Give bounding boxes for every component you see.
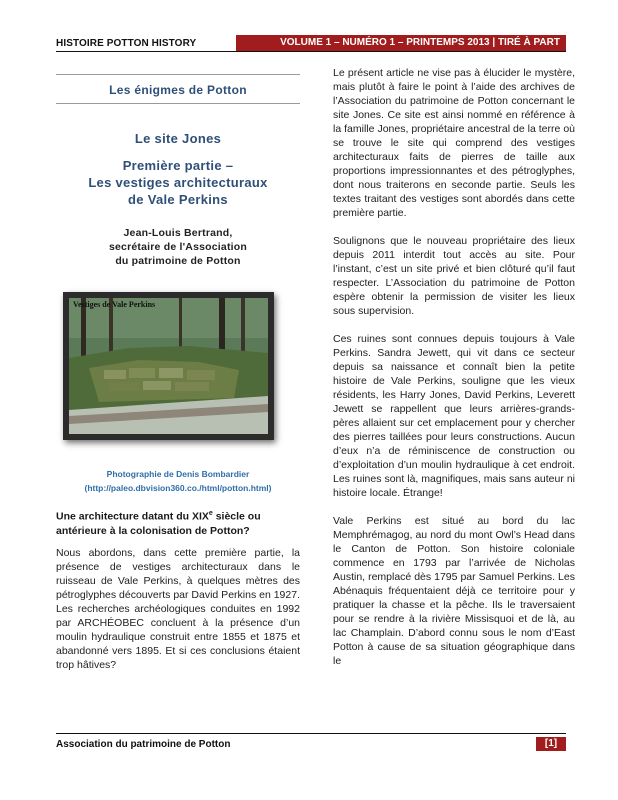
right-paragraph-4: Vale Perkins est situé au bord du lac Memphrémagog, au nord du mont Owl’s Head dans le Canton de Potton. Son histoire coloniale commence en 1793 par l’arrivée de Nicholas Austin, remplacé dès 1795 par Samuel Perkins. Les Abénaquis fréquentaient déjà ce territoire pour y pratiquer la chasse et la pêche. Ils le traversaient pour se rendre à la rivière Missisquoi et de là, au lac Champlain. D’abord connu sous le nom d’East Potton à cause de sa situation géographique dans le bbox=[333, 515, 575, 667]
article-heading-column bbox=[56, 74, 300, 268]
right-paragraph-2: Soulignons que le nouveau propriétaire des lieux depuis 2011 interdit tout accès au site. Pour l’instant, c’est un site privé et bien clôturé qu’il faut respecter. L’Association du patrimoine de Potton espère obtenir la permission de visiter les lieux sous supervision. bbox=[333, 235, 575, 317]
running-header-title: HISTOIRE POTTON HISTORY bbox=[56, 38, 197, 49]
author-block bbox=[56, 226, 300, 268]
right-paragraph-3: Ces ruines sont connues depuis toujours à Vale Perkins. Sandra Jewett, qui vit dans ce secteur depuis sa naissance et connaît bien la petite histoire de Vale Perkins, souligne que les vieux résidents, les Harry Jones, David Perkins, Leverett Jewett se rappellent que leurs arrières-grands-pères allaient sur cet emplacement pour y chercher des pierres taillées pour leurs constructions. Aucun d’eux n’a de réminiscence de construction ou d’exploitation d’un moulin hydraulique à cet endroit. Les ruines sont là, magnifiques, mais sans auteur ni histoire locale. Étrange! bbox=[333, 333, 575, 499]
subheading bbox=[56, 507, 300, 538]
title-line-3: Les vestiges architecturaux bbox=[88, 175, 268, 190]
photo-caption bbox=[56, 467, 300, 495]
ruins-photo-illustration bbox=[69, 298, 268, 434]
author-line-1: Jean-Louis Bertrand, bbox=[123, 227, 233, 239]
ruins-photo bbox=[69, 298, 268, 434]
photo-url: (http://paleo.dbvision360.co./html/potton.html) bbox=[84, 483, 272, 493]
title-line-1: Le site Jones bbox=[134, 131, 222, 146]
title-line-4: de Vale Perkins bbox=[128, 192, 228, 207]
photo-inset-label: Vestiges de Vale Perkins bbox=[73, 300, 156, 309]
issue-banner-text: VOLUME 1 – NUMÉRO 1 – PRINTEMPS 2013 | TIRÉ À PART bbox=[280, 37, 560, 48]
subheading-text-b: siècle ou antérieure à la colonisation de Potton? bbox=[56, 510, 261, 537]
footer-rule bbox=[56, 733, 566, 734]
footer-organization: Association du patrimoine de Potton bbox=[56, 739, 231, 750]
photo-credit: Photographie de Denis Bombardier bbox=[106, 469, 250, 479]
title-line-2: Première partie – bbox=[122, 158, 234, 173]
article-title bbox=[56, 130, 300, 208]
author-line-3: du patrimoine de Potton bbox=[115, 255, 241, 267]
left-body-paragraph: Nous abordons, dans cette première partie, la présence de vestiges architecturaux dans le ruisseau de Vale Perkins, à quelques mètres des pétroglyphes découverts par David Perkins en 1927. Les recherches archéologiques conduites en 1992 par ARCHÉOBEC concluent à la présence d’un moulin hydraulique construit entre 1855 et 1875 et abandonné vers 1895. Et si ces conclusions étaient trop hâtives? bbox=[56, 547, 300, 671]
photo-frame bbox=[63, 292, 274, 440]
section-label: Les énigmes de Potton bbox=[109, 83, 247, 97]
subheading-superscript: e bbox=[208, 510, 213, 517]
header-rule bbox=[56, 51, 566, 52]
author-line-2: secrétaire de l'Association bbox=[108, 241, 248, 253]
section-rule-bottom bbox=[56, 103, 300, 104]
right-column bbox=[333, 66, 575, 682]
page-number: [1] bbox=[536, 737, 566, 751]
issue-banner bbox=[236, 35, 566, 51]
subheading-text-a: Une architecture datant du XIX bbox=[56, 510, 209, 523]
right-paragraph-1: Le présent article ne vise pas à élucider le mystère, mais plutôt à faire le point à l’aide des archives de l’Association du patrimoine de Potton concernant le site Jones. Ce site est ainsi nommé en référence à la famille Jones, propriétaire ancestral de la terre où se trouve le site qui comprend des vestiges architecturaux faits de pierres de taille aux proportions impressionnantes et des pétroglyphes, dont nous traiterons en seconde partie. Seuls les textes traitant des vestiges sont abordés dans cette première partie. bbox=[333, 67, 575, 219]
